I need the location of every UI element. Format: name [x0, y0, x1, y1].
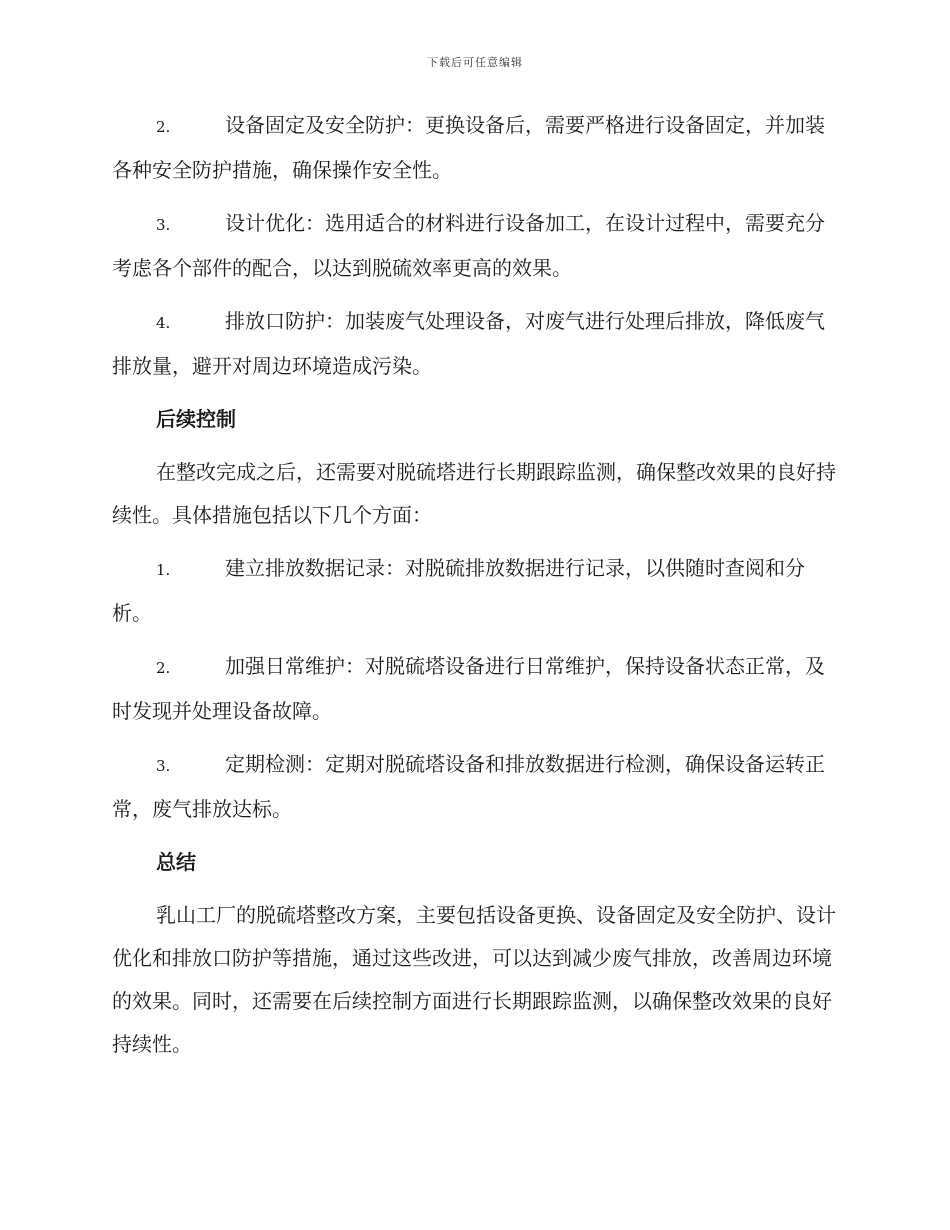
list-number: 1. — [156, 561, 171, 579]
list-text: 加强日常维护：对脱硫塔设备进行日常维护，保持设备状态正常，及时发现并处理设备故障。 — [112, 654, 825, 723]
section-heading-summary: 总结 — [156, 850, 196, 874]
document-body — [112, 104, 836, 1076]
summary-paragraph: 乳山工厂的脱硫塔整改方案，主要包括设备更换、设备固定及安全防护、设计优化和排放口防护等措施，通过这些改进，可以达到减少废气排放，改善周边环境的效果。同时，还需要在后续控制方面进行长期跟踪监测，以确保整改效果的良好持续性。 — [112, 903, 836, 1056]
followup-intro-paragraph: 在整改完成之后，还需要对脱硫塔进行长期跟踪监测，确保整改效果的良好持续性。具体措施包括以下几个方面： — [112, 460, 836, 527]
list-item — [112, 300, 836, 388]
list-number: 4. — [156, 314, 171, 332]
list-item — [112, 547, 836, 635]
list-item — [112, 645, 836, 733]
list-number: 2. — [156, 118, 171, 136]
list-number: 2. — [156, 659, 171, 677]
list-number: 3. — [156, 757, 171, 775]
list-text: 建立排放数据记录：对脱硫排放数据进行记录，以供随时查阅和分析。 — [112, 556, 805, 625]
page-header: 下载后可任意编辑 — [427, 56, 523, 69]
list-item — [112, 202, 836, 290]
list-text: 设计优化：选用适合的材料进行设备加工，在设计过程中，需要充分考虑各个部件的配合，以达到脱硫效率更高的效果。 — [112, 211, 825, 280]
section-heading-followup: 后续控制 — [156, 407, 236, 431]
list-item — [112, 743, 836, 831]
list-text: 设备固定及安全防护：更换设备后，需要严格进行设备固定，并加装各种安全防护措施，确保操作安全性。 — [112, 113, 825, 182]
list-item — [112, 104, 836, 192]
list-number: 3. — [156, 216, 171, 234]
list-text: 排放口防护：加装废气处理设备，对废气进行处理后排放，降低废气排放量，避开对周边环境造成污染。 — [112, 309, 825, 378]
list-text: 定期检测：定期对脱硫塔设备和排放数据进行检测，确保设备运转正常，废气排放达标。 — [112, 752, 825, 821]
